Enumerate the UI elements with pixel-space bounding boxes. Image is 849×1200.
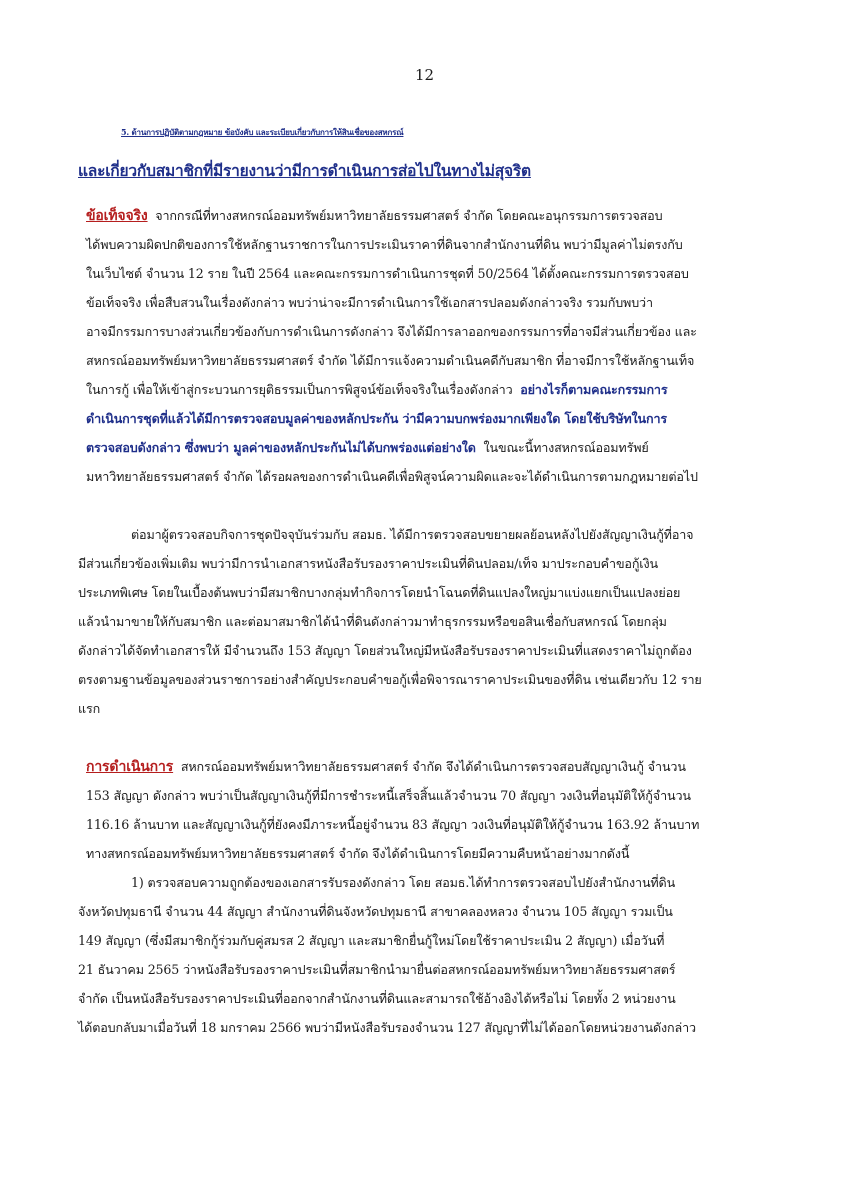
facts-line-6: สหกรณ์ออมทรัพย์มหาวิทยาลัยธรรมศาสตร์ จำกัด ได้มีการแจ้งความดำเนินคดีกับสมาชิก ที่อาจมีการใช้หลักฐานเท็จ [86, 353, 695, 368]
facts-text-7a: ในการกู้ เพื่อให้เข้าสู่กระบวนการยุติธรรมเป็นการพิสูจน์ข้อเท็จจริงในเรื่องดังกล่าว [86, 382, 513, 397]
para2-line-4: แล้วนำมาขายให้กับสมาชิก และต่อมาสมาชิกได้นำที่ดินดังกล่าวมาทำธุรกรรมหรือขอสินเชื่อกับสหกรณ์ โดยกลุ่ม [78, 614, 667, 629]
facts-line-8-highlight: ดำเนินการชุดที่แล้วได้มีการตรวจสอบมูลค่าของหลักประกัน ว่ามีความบกพร่องมากเพียงใด โดยใช้บริษัทในการ [86, 411, 668, 426]
para2-line-3: ประเภทพิเศษ โดยในเบื้องต้นพบว่ามีสมาชิกบางกลุ่มทำกิจการโดยนำโฉนดที่ดินแปลงใหญ่มาแบ่งแยกเป็นแปลงย่อย [78, 585, 681, 600]
operation-line-2: 153 สัญญา ดังกล่าว พบว่าเป็นสัญญาเงินกู้ที่มีการชำระหนี้เสร็จสิ้นแล้วจำนวน 70 สัญญา วงเงินที่อนุมัติให้กู้จำนวน [86, 788, 691, 803]
facts-line-5: อาจมีกรรมการบางส่วนเกี่ยวข้องกับการดำเนินการดังกล่าว จึงได้มีการลาออกของกรรมการที่อาจมีส่วนเกี่ยวข้อง และ [86, 324, 697, 339]
item1-line-4: 21 ธันวาคม 2565 ว่าหนังสือรับรองราคาประเมินที่สมาชิกนำมายื่นต่อสหกรณ์ออมทรัพย์มหาวิทยาลัยธรรมศาสตร์ [78, 962, 676, 977]
para2-line-5: ดังกล่าวได้จัดทำเอกสารให้ มีจำนวนถึง 153 สัญญา โดยส่วนใหญ่มีหนังสือรับรองราคาประเมินที่แสดงราคาไม่ถูกต้อง [78, 643, 692, 658]
operation-line-4: ทางสหกรณ์ออมทรัพย์มหาวิทยาลัยธรรมศาสตร์ จำกัด จึงได้ดำเนินการโดยมีความคืบหน้าอย่างมากดังนี้ [86, 846, 630, 861]
item1-line-3: 149 สัญญา (ซึ่งมีสมาชิกกู้ร่วมกับคู่สมรส 2 สัญญา และสมาชิกยื่นกู้ใหม่โดยใช้ราคาประเมิน 2 สัญญา) เมื่อวันที่ [78, 933, 665, 948]
item1-line-2: จังหวัดปทุมธานี จำนวน 44 สัญญา สำนักงานที่ดินจังหวัดปทุมธานี สาขาคลองหลวง จำนวน 105 สัญญา รวมเป็น [78, 904, 673, 919]
section-heading-line-1: 5. ด้านการปฏิบัติตามกฎหมาย ข้อบังคับ และระเบียบเกี่ยวกับการให้สินเชื่อของสหกรณ์ [121, 127, 404, 137]
facts-line-9 [86, 439, 649, 457]
operation-label: การดำเนินการ [86, 759, 174, 775]
facts-line-10: มหาวิทยาลัยธรรมศาสตร์ จำกัด ได้รอผลของการดำเนินคดีเพื่อพิสูจน์ความผิดและจะได้ดำเนินการตามกฎหมายต่อไป [86, 469, 698, 484]
facts-line-4: ข้อเท็จจริง เพื่อสืบสวนในเรื่องดังกล่าว พบว่าน่าจะมีการดำเนินการใช้เอกสารปลอมดังกล่าวจริง รวมกับพบว่า [86, 295, 653, 310]
operation-text-1: สหกรณ์ออมทรัพย์มหาวิทยาลัยธรรมศาสตร์ จำกัด จึงได้ดำเนินการตรวจสอบสัญญาเงินกู้ จำนวน [180, 759, 686, 774]
section-heading-line-2: และเกี่ยวกับสมาชิกที่มีรายงานว่ามีการดำเนินการส่อไปในทางไม่สุจริต [78, 161, 531, 180]
page-number: 12 [414, 66, 435, 84]
facts-line-3: ในเว็บไซต์ จำนวน 12 ราย ในปี 2564 และคณะกรรมการดำเนินการชุดที่ 50/2564 ได้ตั้งคณะกรรมการตรวจสอบ [86, 266, 689, 281]
facts-label: ข้อเท็จจริง [86, 208, 148, 224]
item1-line-6: ได้ตอบกลับมาเมื่อวันที่ 18 มกราคม 2566 พบว่ามีหนังสือรับรองจำนวน 127 สัญญาที่ไม่ได้ออกโดยหน่วยงานดังกล่าว [78, 1020, 696, 1035]
facts-line-1 [86, 207, 662, 225]
facts-highlight-9a: ตรวจสอบดังกล่าว ซึ่งพบว่า มูลค่าของหลักประกันไม่ได้บกพร่องแต่อย่างใด [86, 440, 476, 455]
facts-text-9b: ในขณะนี้ทางสหกรณ์ออมทรัพย์ [483, 440, 649, 455]
facts-text-1: จากกรณีที่ทางสหกรณ์ออมทรัพย์มหาวิทยาลัยธรรมศาสตร์ จำกัด โดยคณะอนุกรรมการตรวจสอบ [155, 208, 663, 223]
facts-line-7 [86, 381, 667, 399]
facts-highlight-7b: อย่างไรก็ตามคณะกรรมการ [520, 382, 668, 397]
operation-line-1 [86, 758, 686, 776]
para2-line-2: มีส่วนเกี่ยวข้องเพิ่มเติม พบว่ามีการนำเอกสารหนังสือรับรองราคาประเมินที่ดินปลอม/เท็จ มาประกอบคำขอกู้เงิน [78, 556, 658, 571]
facts-line-2: ได้พบความผิดปกติของการใช้หลักฐานราชการในการประเมินราคาที่ดินจากสำนักงานที่ดิน พบว่ามีมูลค่าไม่ตรงกับ [86, 237, 683, 252]
para2-line-7: แรก [78, 701, 101, 716]
para2-line-6: ตรงตามฐานข้อมูลของส่วนราชการอย่างสำคัญประกอบคำขอกู้เพื่อพิจารณาราคาประเมินของที่ดิน เช่นเดียวกับ 12 ราย [78, 672, 702, 687]
item1-line-1: 1) ตรวจสอบความถูกต้องของเอกสารรับรองดังกล่าว โดย สอมธ.ได้ทำการตรวจสอบไปยังสำนักงานที่ดิน [131, 875, 676, 890]
para2-line-1: ต่อมาผู้ตรวจสอบกิจการชุดปัจจุบันร่วมกับ สอมธ. ได้มีการตรวจสอบขยายผลย้อนหลังไปยังสัญญาเงินกู้ที่อาจ [131, 527, 694, 542]
item1-line-5: จำกัด เป็นหนังสือรับรองราคาประเมินที่ออกจากสำนักงานที่ดินและสามารถใช้อ้างอิงได้หรือไม่ โดยทั้ง 2 หน่วยงาน [78, 991, 676, 1006]
operation-line-3: 116.16 ล้านบาท และสัญญาเงินกู้ที่ยังคงมีภาระหนี้อยู่จำนวน 83 สัญญา วงเงินที่อนุมัติให้กู้จำนวน 163.92 ล้านบาท [86, 817, 700, 832]
